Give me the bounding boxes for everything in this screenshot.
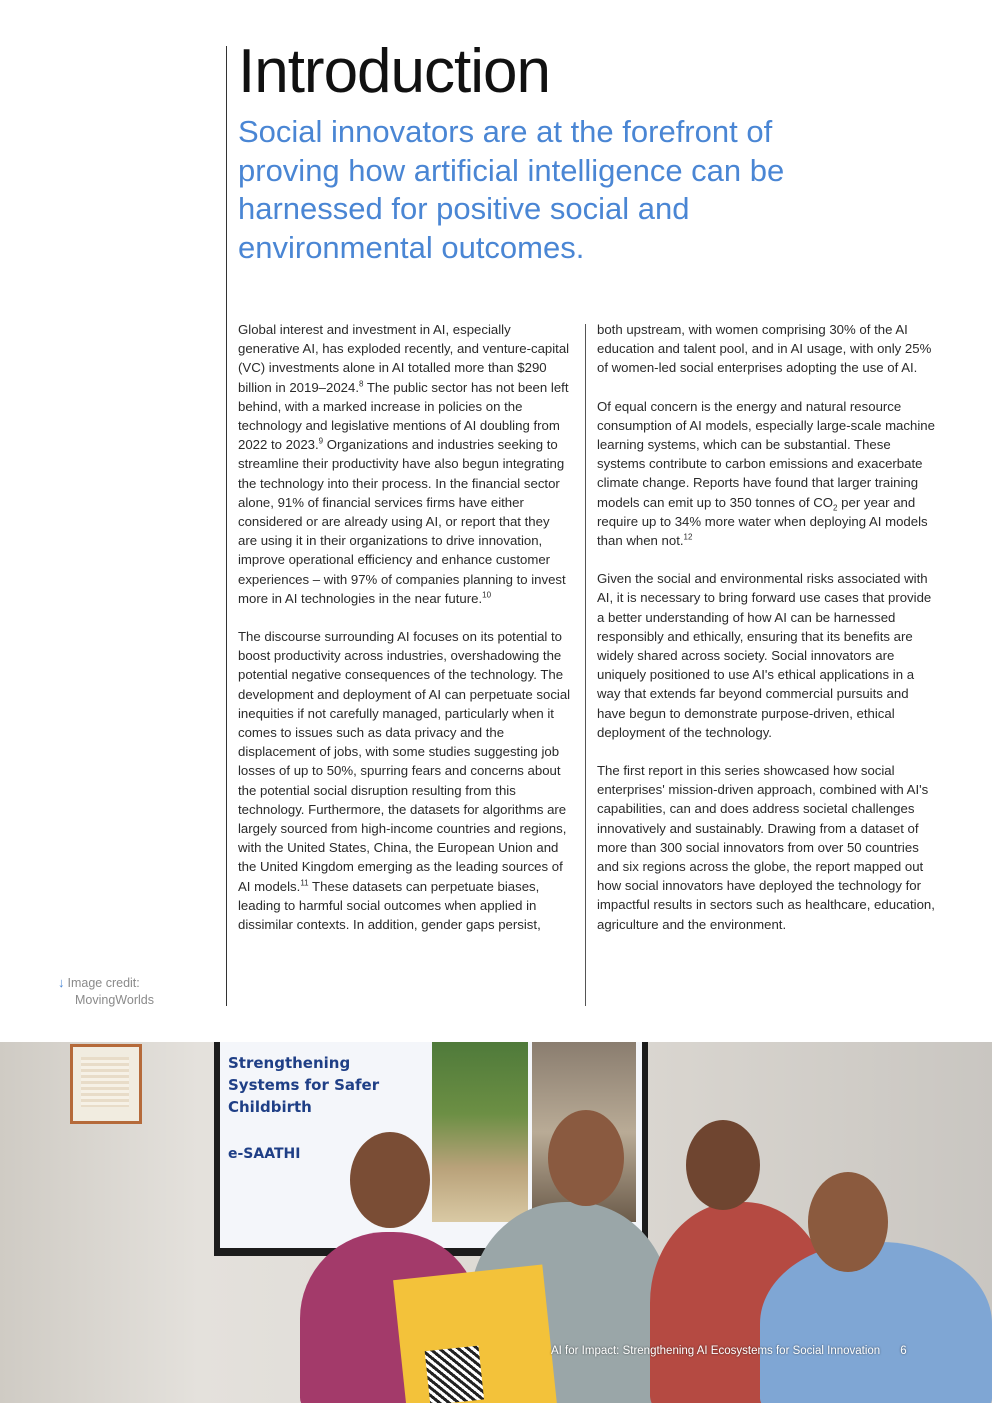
wall-certificate: [70, 1044, 142, 1124]
vertical-rule: [226, 46, 227, 1006]
paragraph: both upstream, with women comprising 30% of the AI education and talent pool, and in AI usage, with only 25% of women-led social enterprises adopting the use of AI.: [597, 322, 932, 376]
left-column: [238, 320, 572, 953]
person-head: [686, 1120, 760, 1210]
page-footer: [551, 1345, 907, 1357]
page-title: Introduction: [238, 37, 550, 106]
footnote-ref: 9: [318, 436, 324, 446]
paragraph: The discourse surrounding AI focuses on its potential to boost productivity across industries, overshadowing the potential negative consequences of the technology. The development and deployment of AI can perpetuate social inequities if not carefully managed, particularly when it comes to issues such as data privacy and the displacement of jobs, with some studies suggesting job losses of up to 50%, spurring fears and concerns about the potential social disruption resulting from this technology. Furthermore, the datasets for algorithms are largely sourced from high-income countries and regions, with the United States, China, the European Union and the United Kingdom emerging as the leading sources of AI models.$^{11}$ These datasets can perpetuate biases, leading to harmful social outcomes when applied in dissimilar contexts. In addition, gender gaps persist,: [238, 629, 571, 933]
lede-paragraph: Social innovators are at the forefront of proving how artificial intelligence can be harnessed for positive social and environmental outcomes.: [238, 114, 785, 265]
paragraph: The first report in this series showcased how social enterprises' mission-driven approach, combined with AI's capabilities, can and does address societal challenges innovatively and sustainably. Drawing from a dataset of more than 300 social innovators from over 50 countries and six regions across the globe, the report mapped out how social innovators have deployed the technology for impactful results in sectors such as healthcare, education, agriculture and the environment.: [597, 763, 935, 932]
credit-label: Image credit:: [67, 976, 140, 990]
column-divider: [585, 324, 586, 1006]
paragraph: Given the social and environmental risks associated with AI, it is necessary to bring forward use cases that provide a better understanding of how AI can be harnessed responsibly and ethically, ensuring that its benefits are widely shared across society. Social innovators are uniquely positioned to use AI's ethical applications in a way that extends far beyond commercial pursuits and have begun to demonstrate purpose-driven, ethical deployment of the technology.: [597, 571, 932, 740]
paragraph: Global interest and investment in AI, especially generative AI, has exploded recently, and venture-capital (VC) investments alone in AI totalled more than $290 billion in 2019–2024.$^8$ The public sector has not been left behind, with a marked increase in policies on the technology and legislative mentions of AI doubling from 2022 to 2023.$^9$ Organizations and industries seeking to streamline their productivity have also begun integrating the technology into their process. In the financial sector alone, 91% of financial services firms have either considered or are already using AI, or report that they are using it in their organizations to drive innovation, improve operational efficiency and enhance customer experiences – with 97% of companies planning to invest more in AI technologies in the near future.$^{10}$: [238, 322, 570, 606]
credit-source: MovingWorlds: [75, 993, 154, 1007]
page-number: 6: [900, 1345, 907, 1357]
person: [760, 1242, 992, 1403]
image-credit: [58, 974, 154, 1009]
screen-photo: [432, 1042, 528, 1222]
arrow-down-icon: ↓: [58, 975, 65, 990]
footnote-ref: 12: [683, 532, 693, 542]
person-head: [548, 1110, 624, 1206]
paragraph: Of equal concern is the energy and natural resource consumption of AI models, especially large-scale machine learning systems, which can be substantial. These systems contribute to carbon emissions and exacerbate climate change. Reports have found that larger training models can emit up to 350 tonnes of $CO_2$ per year and require up to 34% more water when deploying AI models than when not.$^{12}$: [597, 398, 935, 549]
right-column: [597, 320, 937, 953]
subscript: 2: [833, 503, 838, 513]
screen-brand: e-SAATHI: [228, 1146, 301, 1162]
held-poster: [393, 1265, 557, 1403]
person-head: [808, 1172, 888, 1272]
screen-title: Strengthening Systems for Safer Childbirth: [228, 1054, 380, 1116]
footnote-ref: 8: [359, 379, 364, 389]
footer-title: AI for Impact: Strengthening AI Ecosystems for Social Innovation: [551, 1345, 881, 1357]
person-head: [350, 1132, 430, 1228]
footnote-ref: 10: [482, 590, 492, 600]
footnote-ref: 11: [300, 878, 309, 888]
